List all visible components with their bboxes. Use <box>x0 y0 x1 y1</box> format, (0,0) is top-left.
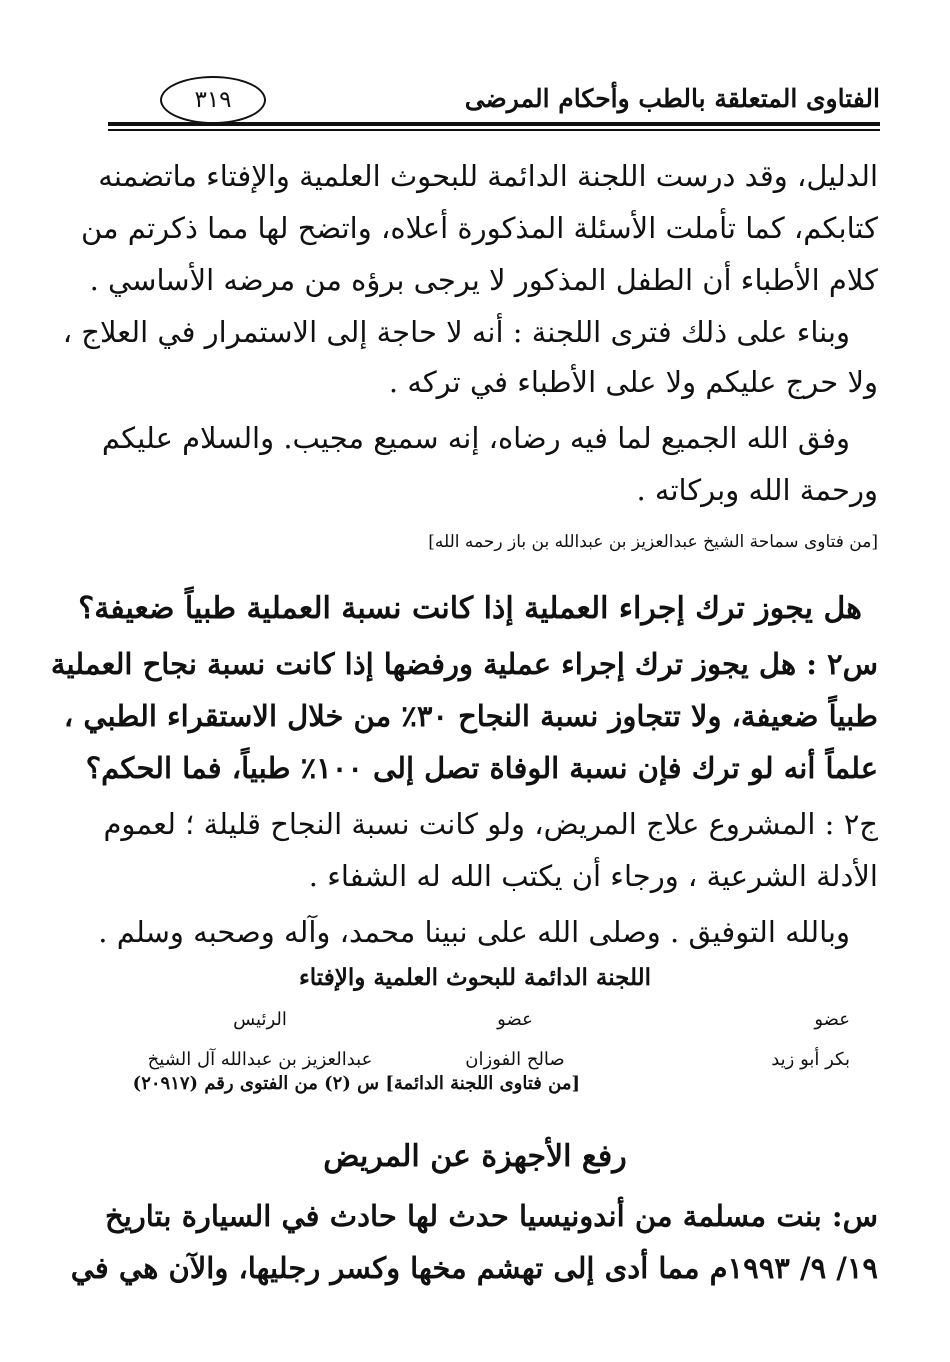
signatory-name: صالح الفوزان <box>465 1049 565 1070</box>
committee-name: اللجنة الدائمة للبحوث العلمية والإفتاء <box>298 964 652 991</box>
page-number: ٣١٩ <box>160 76 266 124</box>
signatory-chairman <box>130 1006 390 1074</box>
question-line: س: بنت مسلمة من أندونيسيا حدث لها حادث في السيارة بتاريخ <box>105 1199 878 1233</box>
source-citation: [من فتاوى اللجنة الدائمة] س (٢) من الفتوى رقم (٢٠٩١٧) <box>132 1073 580 1094</box>
signatory-member <box>700 1006 850 1074</box>
signatory-role: عضو <box>814 1009 850 1030</box>
paragraph-line: كلام الأطباء أن الطفل المذكور لا يرجى برؤه من مرضه الأساسي . <box>89 263 878 297</box>
source-citation: [من فتاوى سماحة الشيخ عبدالعزيز بن عبدالله بن باز رحمه الله] <box>428 532 878 552</box>
question-line: طبياً ضعيفة، ولا تتجاوز نسبة النجاح ٣٠٪ من خلال الاستقراء الطبي ، <box>63 699 878 733</box>
running-header <box>108 70 880 128</box>
paragraph-line: وفق الله الجميع لما فيه رضاه، إنه سميع مجيب. والسلام عليكم <box>101 421 850 455</box>
answer-line: ج٢ : المشروع علاج المريض، ولو كانت نسبة النجاح قليلة ؛ لعموم <box>103 807 878 841</box>
signatory-member <box>425 1006 605 1074</box>
question-line: ١٩/ ٩/ ١٩٩٣م مما أدى إلى تهشم مخها وكسر رجليها، والآن هي في <box>70 1251 878 1285</box>
section-heading: رفع الأجهزة عن المريض <box>323 1139 627 1174</box>
paragraph-line: ورحمة الله وبركاته . <box>636 473 878 507</box>
header-rule-thick <box>108 122 880 126</box>
header-rule-thin <box>108 129 880 131</box>
paragraph-line: الدليل، وقد درست اللجنة الدائمة للبحوث العلمية والإفتاء ماتضمنه <box>98 159 878 193</box>
signatory-name: بكر أبو زيد <box>771 1049 850 1070</box>
question-line: س٢ : هل يجوز ترك إجراء عملية ورفضها إذا كانت نسبة نجاح العملية <box>50 647 878 681</box>
section-heading: هل يجوز ترك إجراء العملية إذا كانت نسبة العملية طبياً ضعيفة؟ <box>78 591 862 626</box>
signatory-role: الرئيس <box>233 1009 287 1030</box>
answer-line: الأدلة الشرعية ، ورجاء أن يكتب الله له الشفاء . <box>308 859 878 893</box>
signatory-role: عضو <box>497 1009 533 1030</box>
book-title: الفتاوى المتعلقة بالطب وأحكام المرضى <box>464 84 880 113</box>
question-line: علماً أنه لو ترك فإن نسبة الوفاة تصل إلى ١٠٠٪ طبياً، فما الحكم؟ <box>85 751 878 785</box>
signatory-name: عبدالعزيز بن عبدالله آل الشيخ <box>147 1049 373 1070</box>
paragraph-line: ولا حرج عليكم ولا على الأطباء في تركه . <box>388 365 878 399</box>
answer-line: وبالله التوفيق . وصلى الله على نبينا محمد، وآله وصحبه وسلم . <box>98 915 850 949</box>
paragraph-line: كتابكم، كما تأملت الأسئلة المذكورة أعلاه، واتضح لها مما ذكرتم من <box>80 211 878 245</box>
paragraph-line: وبناء على ذلك فترى اللجنة : أنه لا حاجة إلى الاستمرار في العلاج ، <box>62 315 850 349</box>
